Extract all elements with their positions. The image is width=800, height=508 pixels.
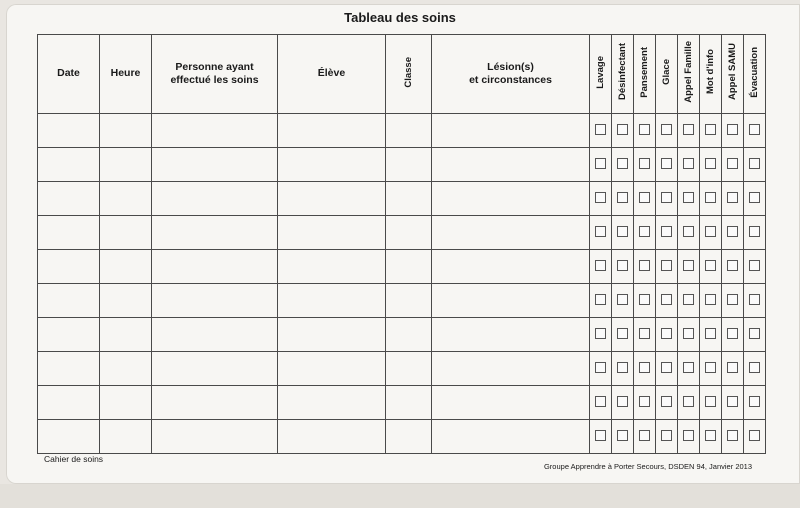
checkbox[interactable]: [705, 260, 716, 271]
check-cell: [678, 114, 700, 148]
check-cell: [722, 284, 744, 318]
check-cell: [612, 284, 634, 318]
checkbox[interactable]: [617, 226, 628, 237]
check-cell: [590, 216, 612, 250]
checkbox[interactable]: [749, 260, 760, 271]
checkbox[interactable]: [749, 362, 760, 373]
lesion-cell[interactable]: [432, 284, 590, 318]
checkbox[interactable]: [749, 124, 760, 135]
checkbox[interactable]: [595, 260, 606, 271]
col-header-check-1: Désinfectant: [612, 35, 634, 114]
checkbox[interactable]: [661, 396, 672, 407]
checkbox[interactable]: [683, 396, 694, 407]
check-cell: [700, 386, 722, 420]
checkbox[interactable]: [595, 124, 606, 135]
checkbox[interactable]: [749, 294, 760, 305]
checkbox[interactable]: [617, 396, 628, 407]
classe-cell[interactable]: [386, 182, 432, 216]
eleve-cell[interactable]: [278, 148, 386, 182]
checkbox[interactable]: [639, 328, 650, 339]
page-title: Tableau des soins: [344, 10, 456, 25]
check-cell: [656, 114, 678, 148]
footer-left: Cahier de soins: [44, 454, 104, 464]
check-cell: [590, 352, 612, 386]
check-cell: [612, 250, 634, 284]
checkbox[interactable]: [683, 192, 694, 203]
checkbox[interactable]: [617, 158, 628, 169]
date-cell[interactable]: [38, 148, 100, 182]
checkbox[interactable]: [705, 158, 716, 169]
check-cell: [744, 420, 766, 454]
check-cell: [612, 420, 634, 454]
check-cell: [678, 420, 700, 454]
check-cell: [722, 182, 744, 216]
checkbox[interactable]: [683, 158, 694, 169]
check-cell: [744, 284, 766, 318]
check-cell: [656, 148, 678, 182]
check-cell: [612, 216, 634, 250]
check-cell: [722, 386, 744, 420]
checkbox[interactable]: [617, 328, 628, 339]
check-cell: [744, 182, 766, 216]
eleve-cell[interactable]: [278, 352, 386, 386]
checkbox[interactable]: [617, 430, 628, 441]
heure-cell[interactable]: [100, 386, 152, 420]
lesion-cell[interactable]: [432, 352, 590, 386]
checkbox[interactable]: [727, 328, 738, 339]
care-table: [37, 34, 766, 454]
checkbox[interactable]: [639, 226, 650, 237]
personne-cell[interactable]: [152, 250, 278, 284]
check-cell: [634, 352, 656, 386]
checkbox[interactable]: [595, 226, 606, 237]
personne-cell[interactable]: [152, 114, 278, 148]
col-header-heure: Heure: [100, 35, 152, 114]
col-header-lesion-line2: et circonstances: [469, 74, 552, 86]
check-cell: [656, 420, 678, 454]
heure-cell[interactable]: [100, 250, 152, 284]
check-cell: [634, 420, 656, 454]
checkbox[interactable]: [617, 124, 628, 135]
checkbox[interactable]: [749, 430, 760, 441]
classe-cell[interactable]: [386, 114, 432, 148]
check-cell: [590, 318, 612, 352]
eleve-cell[interactable]: [278, 420, 386, 454]
col-header-eleve: Élève: [278, 35, 386, 114]
heure-cell[interactable]: [100, 420, 152, 454]
eleve-cell[interactable]: [278, 216, 386, 250]
checkbox[interactable]: [595, 158, 606, 169]
checkbox[interactable]: [705, 226, 716, 237]
check-cell: [744, 148, 766, 182]
eleve-cell[interactable]: [278, 318, 386, 352]
classe-cell[interactable]: [386, 420, 432, 454]
checkbox[interactable]: [727, 362, 738, 373]
check-cell: [656, 216, 678, 250]
check-cell: [612, 318, 634, 352]
checkbox[interactable]: [727, 294, 738, 305]
check-cell: [744, 114, 766, 148]
checkbox[interactable]: [727, 430, 738, 441]
table-row: [38, 386, 766, 420]
check-cell: [722, 250, 744, 284]
lesion-cell[interactable]: [432, 216, 590, 250]
check-cell: [612, 386, 634, 420]
checkbox[interactable]: [727, 260, 738, 271]
eleve-cell[interactable]: [278, 386, 386, 420]
col-header-check-3: Glace: [656, 35, 678, 114]
check-cell: [634, 250, 656, 284]
check-cell: [722, 352, 744, 386]
table-row: [38, 250, 766, 284]
checkbox[interactable]: [727, 124, 738, 135]
care-table-body: [38, 114, 766, 454]
classe-cell[interactable]: [386, 386, 432, 420]
checkbox[interactable]: [705, 294, 716, 305]
check-cell: [744, 318, 766, 352]
date-cell[interactable]: [38, 420, 100, 454]
check-cell: [656, 352, 678, 386]
personne-cell[interactable]: [152, 386, 278, 420]
check-cell: [678, 352, 700, 386]
checkbox[interactable]: [683, 226, 694, 237]
date-cell[interactable]: [38, 318, 100, 352]
eleve-cell[interactable]: [278, 250, 386, 284]
checkbox[interactable]: [661, 226, 672, 237]
check-cell: [590, 284, 612, 318]
checkbox[interactable]: [683, 430, 694, 441]
check-cell: [678, 284, 700, 318]
checkbox[interactable]: [705, 192, 716, 203]
classe-cell[interactable]: [386, 284, 432, 318]
date-cell[interactable]: [38, 284, 100, 318]
col-header-personne-line1: Personne ayant: [175, 60, 254, 73]
checkbox[interactable]: [661, 158, 672, 169]
personne-cell[interactable]: [152, 216, 278, 250]
checkbox[interactable]: [661, 294, 672, 305]
heure-cell[interactable]: [100, 284, 152, 318]
date-cell[interactable]: [38, 386, 100, 420]
table-row: [38, 114, 766, 148]
checkbox[interactable]: [749, 192, 760, 203]
checkbox[interactable]: [749, 396, 760, 407]
classe-cell[interactable]: [386, 216, 432, 250]
checkbox[interactable]: [639, 124, 650, 135]
check-cell: [700, 318, 722, 352]
check-cell: [678, 250, 700, 284]
check-cell: [590, 420, 612, 454]
check-cell: [612, 114, 634, 148]
checkbox[interactable]: [639, 294, 650, 305]
col-header-check-2: Pansement: [634, 35, 656, 114]
checkbox[interactable]: [683, 362, 694, 373]
checkbox[interactable]: [617, 294, 628, 305]
personne-cell[interactable]: [152, 318, 278, 352]
date-cell[interactable]: [38, 352, 100, 386]
check-cell: [722, 148, 744, 182]
check-cell: [612, 352, 634, 386]
table-row: [38, 216, 766, 250]
next-page-edge: [0, 484, 800, 508]
checkbox[interactable]: [727, 192, 738, 203]
check-cell: [678, 216, 700, 250]
table-row: [38, 182, 766, 216]
checkbox[interactable]: [661, 362, 672, 373]
check-cell: [744, 216, 766, 250]
checkbox[interactable]: [683, 294, 694, 305]
checkbox[interactable]: [661, 328, 672, 339]
check-cell: [634, 216, 656, 250]
lesion-cell[interactable]: [432, 148, 590, 182]
check-cell: [700, 352, 722, 386]
checkbox[interactable]: [749, 226, 760, 237]
lesion-cell[interactable]: [432, 420, 590, 454]
table-row: [38, 284, 766, 318]
checkbox[interactable]: [595, 192, 606, 203]
checkbox[interactable]: [661, 260, 672, 271]
date-cell[interactable]: [38, 250, 100, 284]
checkbox[interactable]: [595, 362, 606, 373]
check-cell: [634, 182, 656, 216]
check-cell: [744, 386, 766, 420]
col-header-classe: Classe: [386, 35, 432, 114]
check-cell: [634, 386, 656, 420]
check-cell: [744, 352, 766, 386]
check-cell: [744, 250, 766, 284]
check-cell: [678, 386, 700, 420]
check-cell: [722, 114, 744, 148]
col-header-personne: [152, 35, 278, 114]
checkbox[interactable]: [639, 396, 650, 407]
lesion-cell[interactable]: [432, 250, 590, 284]
lesion-cell[interactable]: [432, 386, 590, 420]
check-cell: [634, 284, 656, 318]
checkbox[interactable]: [639, 158, 650, 169]
col-header-personne-line2: effectué les soins: [170, 74, 259, 86]
check-cell: [700, 284, 722, 318]
col-header-check-4: Appel Famille: [678, 35, 700, 114]
check-cell: [590, 148, 612, 182]
check-cell: [590, 114, 612, 148]
lesion-cell[interactable]: [432, 114, 590, 148]
check-cell: [700, 114, 722, 148]
check-cell: [722, 420, 744, 454]
checkbox[interactable]: [727, 396, 738, 407]
table-row: [38, 352, 766, 386]
check-cell: [656, 318, 678, 352]
checkbox[interactable]: [705, 396, 716, 407]
personne-cell[interactable]: [152, 284, 278, 318]
date-cell[interactable]: [38, 114, 100, 148]
check-cell: [590, 386, 612, 420]
checkbox[interactable]: [683, 328, 694, 339]
check-cell: [590, 182, 612, 216]
heure-cell[interactable]: [100, 318, 152, 352]
personne-cell[interactable]: [152, 420, 278, 454]
checkbox[interactable]: [727, 158, 738, 169]
heure-cell[interactable]: [100, 216, 152, 250]
checkbox[interactable]: [595, 430, 606, 441]
col-header-lesion: [432, 35, 590, 114]
check-cell: [700, 250, 722, 284]
col-header-lesion-line1: Lésion(s): [487, 60, 534, 73]
classe-cell[interactable]: [386, 352, 432, 386]
heure-cell[interactable]: [100, 114, 152, 148]
checkbox[interactable]: [617, 362, 628, 373]
col-header-check-0: Lavage: [590, 35, 612, 114]
check-cell: [700, 148, 722, 182]
check-cell: [656, 386, 678, 420]
checkbox[interactable]: [661, 124, 672, 135]
checkbox[interactable]: [749, 328, 760, 339]
checkbox[interactable]: [749, 158, 760, 169]
check-cell: [678, 182, 700, 216]
heure-cell[interactable]: [100, 352, 152, 386]
checkbox[interactable]: [705, 362, 716, 373]
checkbox[interactable]: [661, 192, 672, 203]
checkbox[interactable]: [617, 192, 628, 203]
lesion-cell[interactable]: [432, 182, 590, 216]
check-cell: [634, 114, 656, 148]
checkbox[interactable]: [683, 124, 694, 135]
checkbox[interactable]: [639, 192, 650, 203]
col-header-check-5: Mot d'info: [700, 35, 722, 114]
col-header-date: Date: [38, 35, 100, 114]
check-cell: [700, 420, 722, 454]
classe-cell[interactable]: [386, 148, 432, 182]
classe-cell[interactable]: [386, 318, 432, 352]
table-row: [38, 148, 766, 182]
eleve-cell[interactable]: [278, 284, 386, 318]
check-cell: [700, 182, 722, 216]
checkbox[interactable]: [705, 124, 716, 135]
check-cell: [722, 318, 744, 352]
col-header-check-7: Évacuation: [744, 35, 766, 114]
table-row: [38, 318, 766, 352]
check-cell: [700, 216, 722, 250]
check-cell: [634, 148, 656, 182]
heure-cell[interactable]: [100, 182, 152, 216]
eleve-cell[interactable]: [278, 114, 386, 148]
date-cell[interactable]: [38, 182, 100, 216]
checkbox[interactable]: [705, 430, 716, 441]
checkbox[interactable]: [661, 430, 672, 441]
lesion-cell[interactable]: [432, 318, 590, 352]
checkbox[interactable]: [727, 226, 738, 237]
check-cell: [656, 284, 678, 318]
date-cell[interactable]: [38, 216, 100, 250]
check-cell: [678, 318, 700, 352]
checkbox[interactable]: [595, 294, 606, 305]
check-cell: [678, 148, 700, 182]
classe-cell[interactable]: [386, 250, 432, 284]
checkbox[interactable]: [595, 396, 606, 407]
check-cell: [612, 182, 634, 216]
check-cell: [590, 250, 612, 284]
check-cell: [722, 216, 744, 250]
col-header-check-6: Appel SAMU: [722, 35, 744, 114]
checkbox[interactable]: [639, 260, 650, 271]
personne-cell[interactable]: [152, 182, 278, 216]
personne-cell[interactable]: [152, 352, 278, 386]
eleve-cell[interactable]: [278, 182, 386, 216]
checkbox[interactable]: [639, 430, 650, 441]
check-cell: [656, 182, 678, 216]
checkbox[interactable]: [639, 362, 650, 373]
table-header-row: [38, 35, 766, 114]
checkbox[interactable]: [705, 328, 716, 339]
check-cell: [656, 250, 678, 284]
checkbox[interactable]: [595, 328, 606, 339]
check-cell: [634, 318, 656, 352]
checkbox[interactable]: [617, 260, 628, 271]
heure-cell[interactable]: [100, 148, 152, 182]
footer-right: Groupe Apprendre à Porter Secours, DSDEN 94, Janvier 2013: [543, 462, 752, 471]
personne-cell[interactable]: [152, 148, 278, 182]
checkbox[interactable]: [683, 260, 694, 271]
check-cell: [612, 148, 634, 182]
table-row: [38, 420, 766, 454]
